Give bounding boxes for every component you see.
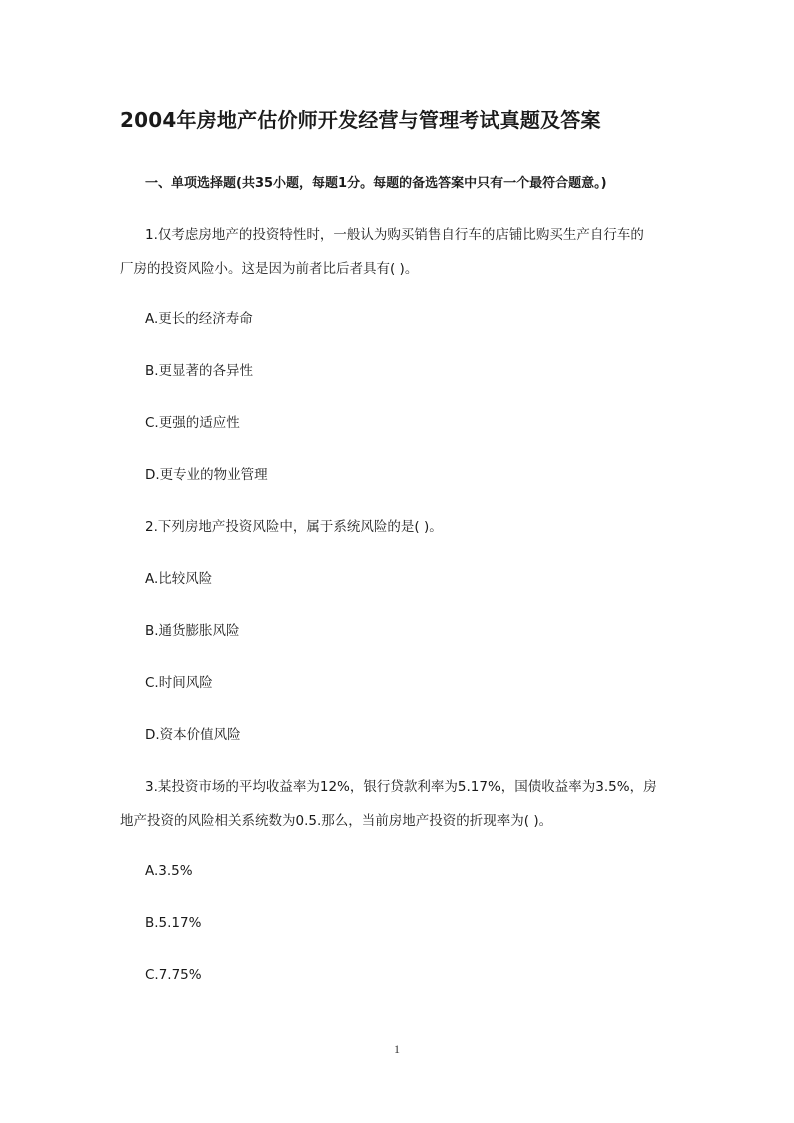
question-3-stem-line-2: 地产投资的风险相关系统数为0.5.那么，当前房地产投资的折现率为( )。	[120, 813, 553, 829]
question-1-option-c: C.更强的适应性	[145, 415, 240, 431]
question-2-option-c: C.时间风险	[145, 675, 213, 691]
question-2-option-d: D.资本价值风险	[145, 727, 241, 743]
question-2-option-b: B.通货膨胀风险	[145, 623, 240, 639]
question-1-option-d: D.更专业的物业管理	[145, 467, 268, 483]
question-3-stem-line-1: 3.某投资市场的平均收益率为12%，银行贷款利率为5.17%，国债收益率为3.5%，房	[145, 779, 657, 795]
question-3-option-b: B.5.17%	[145, 915, 202, 931]
question-1-stem-line-1: 1.仅考虑房地产的投资特性时，一般认为购买销售自行车的店铺比购买生产自行车的	[145, 227, 644, 243]
question-2-stem-line-1: 2.下列房地产投资风险中，属于系统风险的是( )。	[145, 519, 443, 535]
question-3-option-a: A.3.5%	[145, 863, 193, 879]
section-heading: 一、单项选择题(共35小题，每题1分。每题的备选答案中只有一个最符合题意。)	[145, 176, 607, 191]
question-3-option-c: C.7.75%	[145, 967, 202, 983]
question-1-option-b: B.更显著的各异性	[145, 363, 254, 379]
page-number: 1	[394, 1042, 400, 1056]
question-1-stem-line-2: 厂房的投资风险小。这是因为前者比后者具有( )。	[120, 261, 419, 277]
question-1-option-a: A.更长的经济寿命	[145, 311, 253, 327]
question-2-option-a: A.比较风险	[145, 571, 213, 587]
document-title: 2004年房地产估价师开发经营与管理考试真题及答案	[120, 108, 601, 132]
